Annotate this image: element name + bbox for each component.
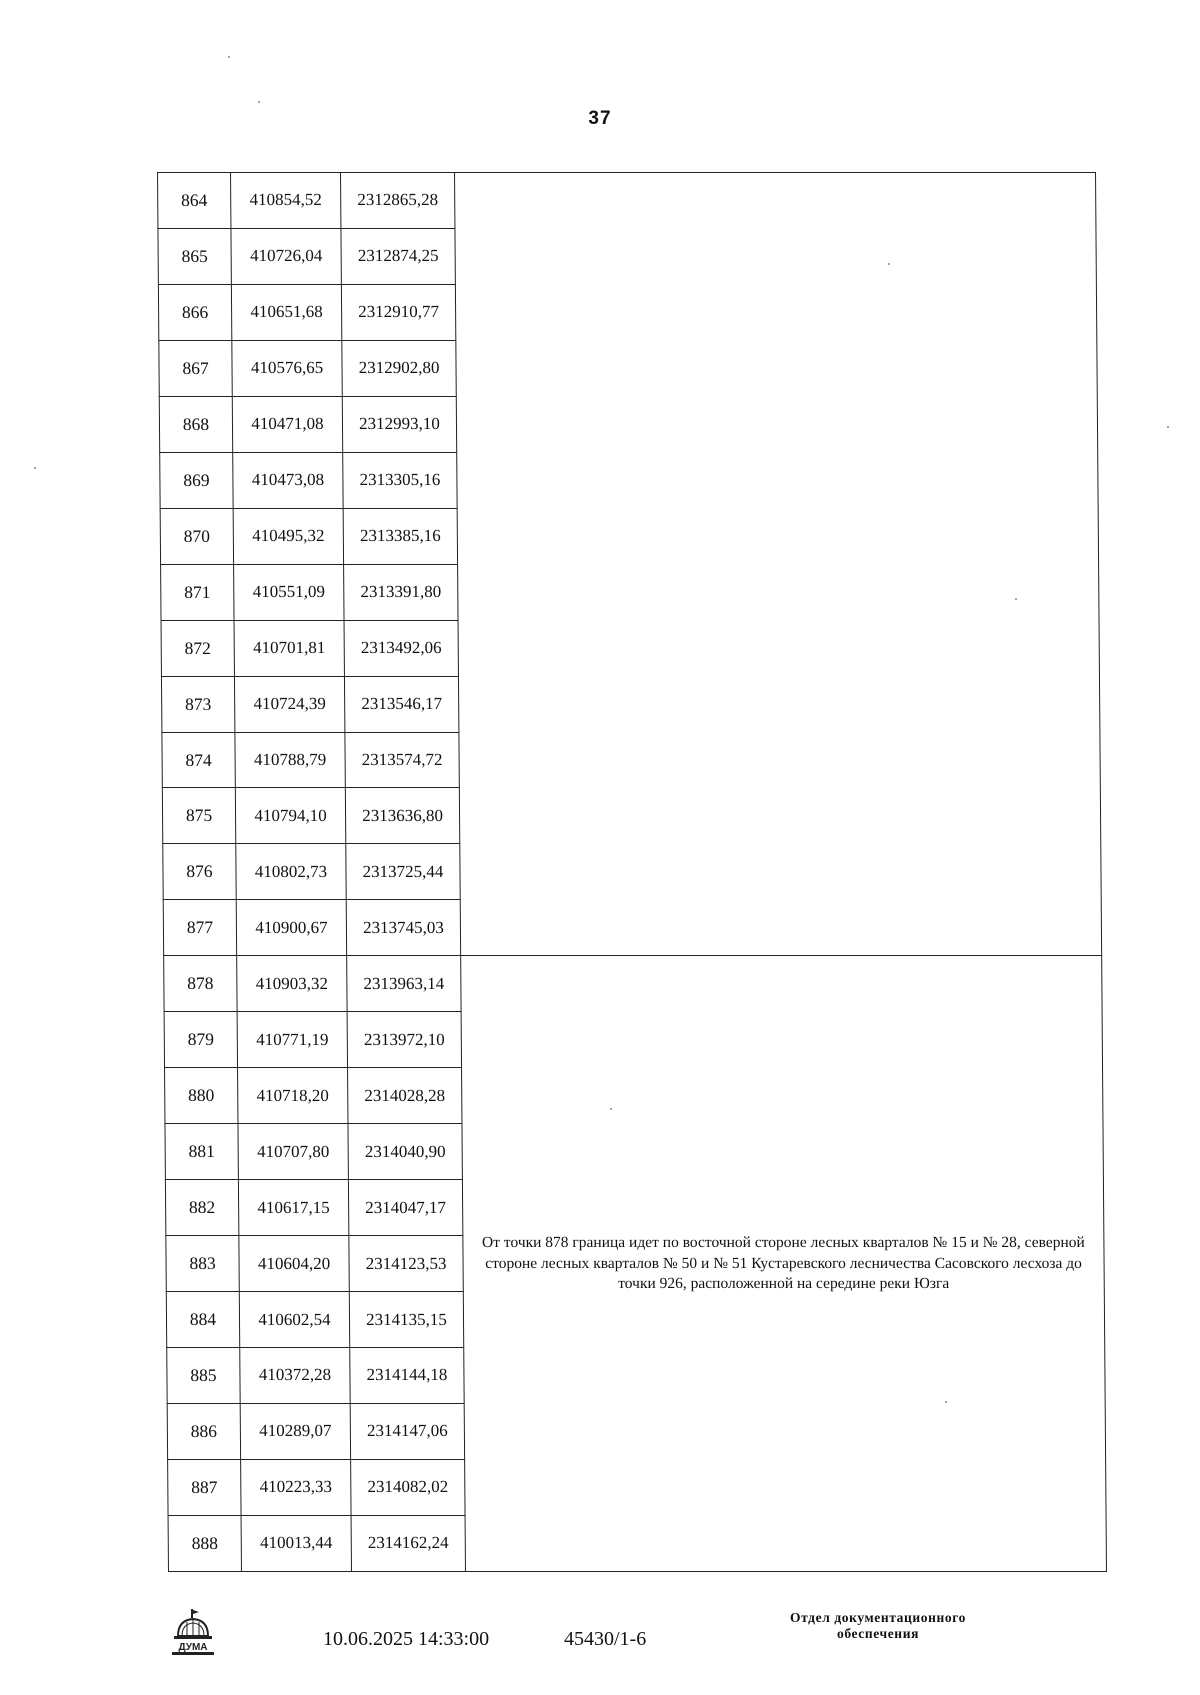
y-coordinate-cell: 2313492,06 — [344, 620, 458, 676]
point-number-cell: 888 — [168, 1515, 241, 1571]
x-coordinate-cell: 410471,08 — [232, 396, 342, 452]
point-number-cell: 880 — [165, 1068, 238, 1124]
x-coordinate-cell: 410802,73 — [236, 844, 346, 900]
y-coordinate-cell: 2313574,72 — [345, 732, 459, 788]
scan-speck — [228, 56, 230, 58]
x-coordinate-cell: 410473,08 — [233, 452, 343, 508]
y-coordinate-cell: 2313391,80 — [344, 564, 458, 620]
y-coordinate-cell: 2313972,10 — [347, 1012, 461, 1068]
y-coordinate-cell: 2313745,03 — [346, 900, 460, 956]
point-number-cell: 882 — [165, 1180, 238, 1236]
point-number-cell: 864 — [158, 173, 231, 229]
scan-speck — [888, 263, 890, 265]
point-number-cell: 879 — [164, 1012, 237, 1068]
x-coordinate-cell: 410726,04 — [231, 228, 341, 284]
coordinates-table-wrapper — [157, 172, 1107, 1572]
point-number-cell: 884 — [166, 1292, 239, 1348]
y-coordinate-cell: 2312874,25 — [341, 228, 455, 284]
x-coordinate-cell: 410602,54 — [239, 1292, 349, 1348]
x-coordinate-cell: 410900,67 — [236, 900, 346, 956]
point-number-cell: 873 — [161, 676, 234, 732]
coordinates-table — [157, 172, 1107, 1572]
point-number-cell: 874 — [162, 732, 235, 788]
y-coordinate-cell: 2314040,90 — [348, 1124, 462, 1180]
point-number-cell: 886 — [167, 1403, 240, 1459]
scan-speck — [945, 1401, 947, 1403]
x-coordinate-cell: 410013,44 — [241, 1515, 351, 1571]
y-coordinate-cell: 2313963,14 — [347, 956, 461, 1012]
x-coordinate-cell: 410724,39 — [234, 676, 344, 732]
footer-department-line1: Отдел документационного — [790, 1610, 966, 1625]
point-number-cell: 881 — [165, 1124, 238, 1180]
x-coordinate-cell: 410617,15 — [238, 1180, 348, 1236]
point-number-cell: 883 — [166, 1236, 239, 1292]
x-coordinate-cell: 410604,20 — [239, 1236, 349, 1292]
x-coordinate-cell: 410854,52 — [231, 173, 341, 229]
footer-datetime: 10.06.2025 14:33:00 — [323, 1628, 490, 1650]
y-coordinate-cell: 2313725,44 — [346, 844, 460, 900]
duma-emblem-icon — [168, 1608, 218, 1658]
scan-speck — [34, 467, 36, 469]
point-number-cell: 865 — [158, 228, 231, 284]
y-coordinate-cell: 2314082,02 — [351, 1459, 465, 1515]
y-coordinate-cell: 2314028,28 — [348, 1068, 462, 1124]
y-coordinate-cell: 2314135,15 — [349, 1292, 463, 1348]
scan-speck — [1167, 426, 1169, 428]
point-number-cell: 867 — [159, 340, 232, 396]
page-number: 37 — [588, 108, 612, 129]
x-coordinate-cell: 410289,07 — [240, 1403, 350, 1459]
y-coordinate-cell: 2312865,28 — [341, 173, 455, 229]
point-number-cell: 866 — [158, 284, 231, 340]
footer-department-line2: обеспечения — [837, 1626, 919, 1642]
footer-reference-number: 45430/1-6 — [564, 1628, 647, 1650]
y-coordinate-cell: 2312902,80 — [342, 340, 456, 396]
y-coordinate-cell: 2313546,17 — [344, 676, 458, 732]
scan-speck — [258, 101, 260, 103]
table-row — [158, 173, 1096, 229]
y-coordinate-cell: 2313636,80 — [345, 788, 459, 844]
point-number-cell: 878 — [164, 956, 237, 1012]
table-row — [164, 956, 1102, 1012]
x-coordinate-cell: 410576,65 — [232, 340, 342, 396]
x-coordinate-cell: 410701,81 — [234, 620, 344, 676]
x-coordinate-cell: 410551,09 — [234, 564, 344, 620]
x-coordinate-cell: 410372,28 — [240, 1348, 350, 1404]
y-coordinate-cell: 2312993,10 — [342, 396, 456, 452]
point-number-cell: 875 — [162, 788, 235, 844]
point-number-cell: 871 — [161, 564, 234, 620]
x-coordinate-cell: 410651,68 — [231, 284, 341, 340]
duma-logo-text: ДУМА — [178, 1642, 208, 1653]
boundary-description-cell — [455, 173, 1102, 956]
boundary-description-cell: От точки 878 граница идет по восточной стороне лесных кварталов № 15 и № 28, северной стороне лесных кварталов № 50 и № 51 Кустаревского лесничества Сасовского лесхоза до точки 926, расположенной на середине реки Юзга — [461, 956, 1107, 1572]
scan-speck — [610, 1108, 612, 1110]
y-coordinate-cell: 2314147,06 — [350, 1403, 464, 1459]
x-coordinate-cell: 410223,33 — [241, 1459, 351, 1515]
scan-speck — [1015, 598, 1017, 600]
point-number-cell: 872 — [161, 620, 234, 676]
y-coordinate-cell: 2314162,24 — [351, 1515, 465, 1571]
point-number-cell: 869 — [160, 452, 233, 508]
point-number-cell: 868 — [159, 396, 232, 452]
point-number-cell: 887 — [168, 1459, 241, 1515]
point-number-cell: 876 — [163, 844, 236, 900]
x-coordinate-cell: 410771,19 — [237, 1012, 347, 1068]
y-coordinate-cell: 2314123,53 — [349, 1236, 463, 1292]
x-coordinate-cell: 410794,10 — [235, 788, 345, 844]
y-coordinate-cell: 2312910,77 — [341, 284, 455, 340]
point-number-cell: 870 — [160, 508, 233, 564]
x-coordinate-cell: 410495,32 — [233, 508, 343, 564]
point-number-cell: 877 — [163, 900, 236, 956]
y-coordinate-cell: 2313385,16 — [343, 508, 457, 564]
x-coordinate-cell: 410903,32 — [237, 956, 347, 1012]
y-coordinate-cell: 2314047,17 — [348, 1180, 462, 1236]
y-coordinate-cell: 2314144,18 — [350, 1348, 464, 1404]
x-coordinate-cell: 410707,80 — [238, 1124, 348, 1180]
y-coordinate-cell: 2313305,16 — [343, 452, 457, 508]
footer-department — [718, 1610, 1038, 1642]
point-number-cell: 885 — [167, 1348, 240, 1404]
x-coordinate-cell: 410788,79 — [235, 732, 345, 788]
x-coordinate-cell: 410718,20 — [238, 1068, 348, 1124]
